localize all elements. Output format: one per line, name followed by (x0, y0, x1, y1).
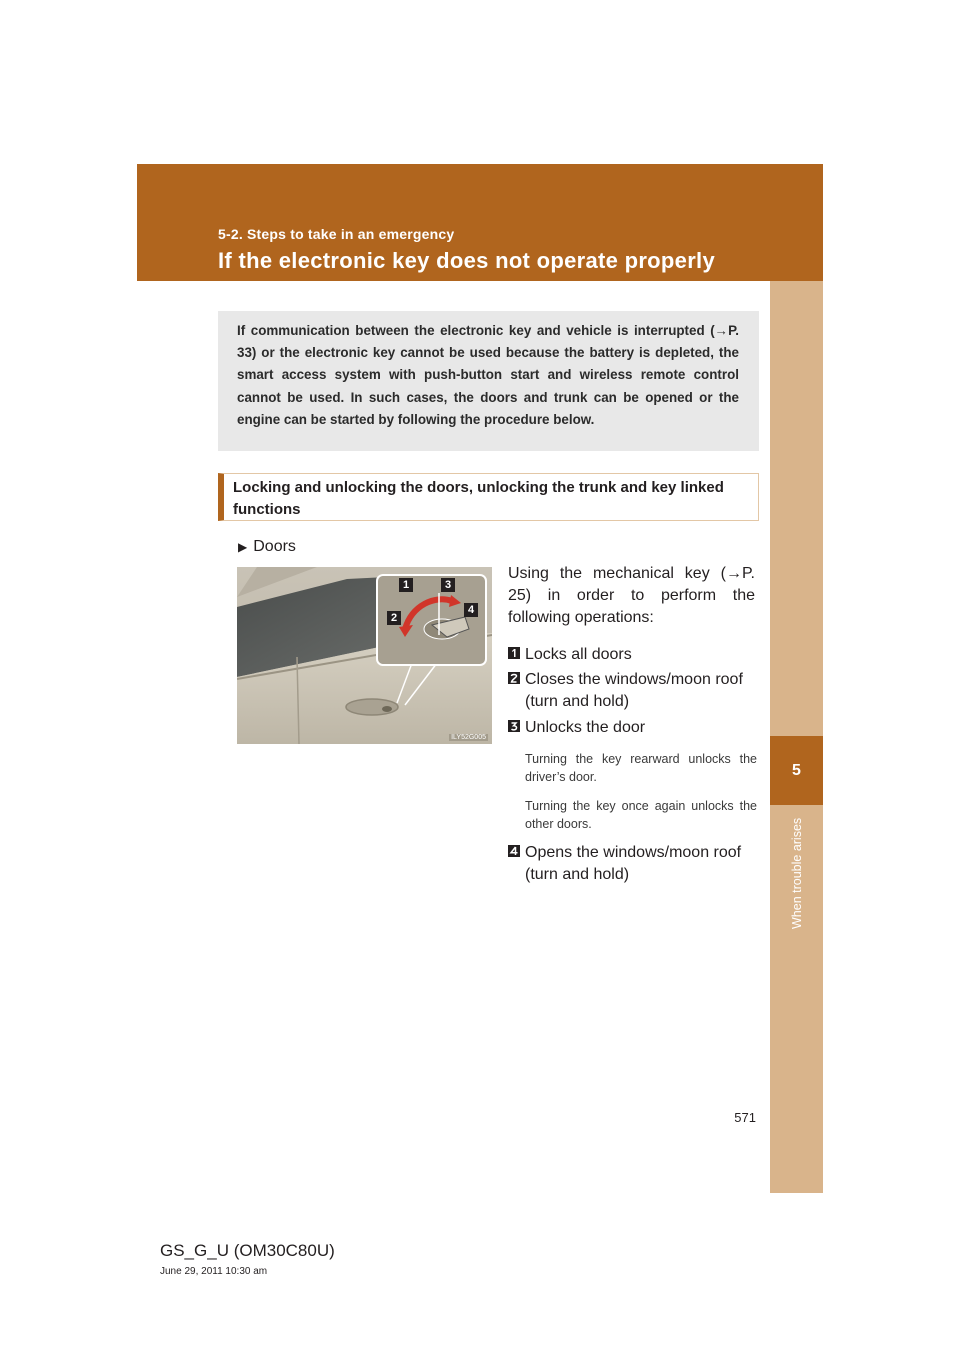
figure-code: ILY52G005 (451, 734, 486, 741)
step-4-text: Opens the windows/moon roof (turn and hold) (525, 844, 742, 883)
step-3-text: Unlocks the door (525, 719, 646, 736)
section-label: 5-2. Steps to take in an emergency (218, 226, 455, 242)
step-3-badge-icon (508, 720, 520, 732)
item-doors (238, 538, 296, 556)
step-1 (508, 644, 758, 666)
intro-text: If communication between the electronic key and vehicle is interrupted (→P. 33) or the electronic key cannot be used because the battery is depleted, the smart access system with push-button start and wireless remote control cannot be used. In such cases, the doors and trunk can be opened or the engine can be started by following the procedure below. (237, 323, 739, 427)
subheading (218, 473, 759, 521)
callout-3: 3 (441, 578, 455, 592)
step-2 (508, 669, 758, 713)
door-handle-figure (237, 567, 492, 744)
chapter-number: 5 (792, 761, 801, 779)
step-2-badge-icon (508, 672, 520, 684)
chapter-tab[interactable] (770, 736, 823, 805)
note-2: Turning the key once again unlocks the other doors. (525, 799, 757, 831)
step-1-badge-icon (508, 647, 520, 659)
note-1: Turning the key rearward unlocks the driver’s door. (525, 752, 757, 784)
document-code: GS_G_U (OM30C80U) (160, 1241, 335, 1260)
step-4-badge-icon (508, 845, 520, 857)
step-3 (508, 717, 758, 739)
step-4 (508, 842, 758, 886)
callout-1: 1 (399, 578, 413, 592)
instructions: Using the mechanical key (→P. 25) in order to perform the following operations: (508, 565, 755, 626)
page-title: If the electronic key does not operate properly (218, 248, 716, 273)
subheading-text: Locking and unlocking the doors, unlocking the trunk and key linked functions (233, 479, 724, 518)
callout-4: 4 (464, 603, 478, 617)
document-date: June 29, 2011 10:30 am (160, 1266, 268, 1277)
triangle-marker-icon: ▶ (238, 540, 248, 554)
step-1-text: Locks all doors (525, 646, 632, 663)
chapter-label: When trouble arises (790, 818, 804, 930)
callout-2: 2 (387, 611, 401, 625)
item-doors-label: Doors (253, 538, 296, 555)
page-number: 571 (734, 1110, 756, 1125)
car-door-illustration (237, 567, 492, 744)
step-2-text: Closes the windows/moon roof (turn and hold) (525, 671, 743, 710)
intro-box (218, 311, 759, 451)
side-tab-top (770, 281, 823, 736)
